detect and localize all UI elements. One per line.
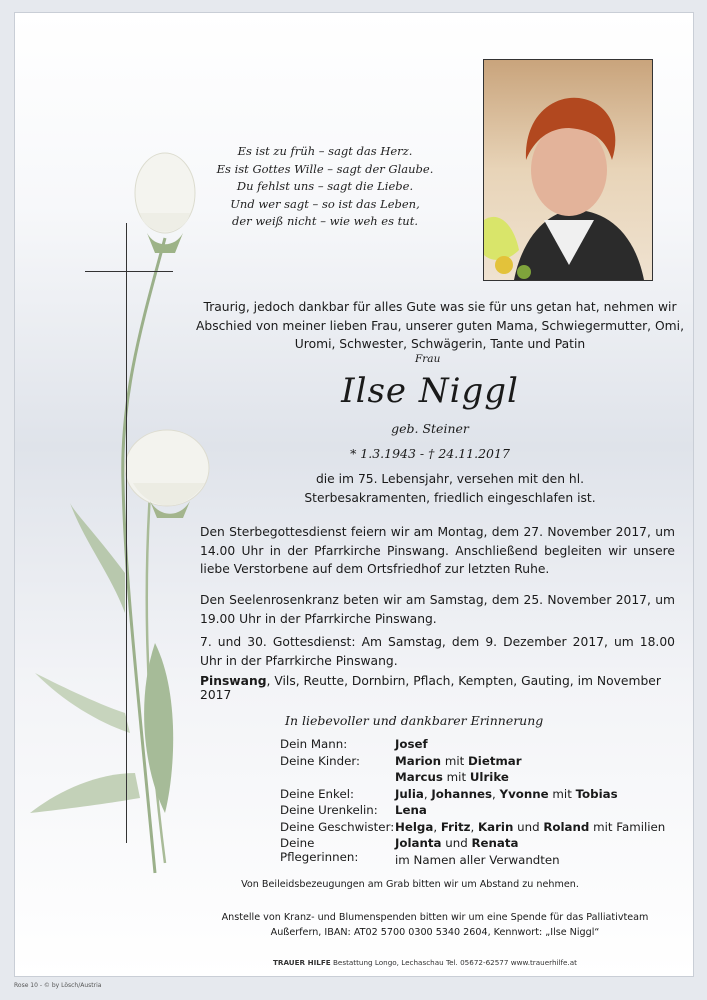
- relation: Deine Pflegerinnen:: [280, 836, 359, 864]
- connector: mit: [442, 770, 470, 784]
- family-name: Renata: [471, 836, 519, 850]
- family-row: [280, 770, 680, 787]
- family-row: [280, 737, 680, 754]
- poem-line: Du fehlst uns – sagt die Liebe.: [236, 179, 414, 193]
- separator: ,: [423, 786, 432, 801]
- funeral-text: Den Sterbegottesdienst feiern wir am Montag, dem 27. November 2017, um 14.00 Uhr in der Pfarrkirche Pinswang. Anschließend begleiten wir unsere liebe Verstorbene auf dem Ortsfriedhof zur letzten Ruhe.: [200, 525, 675, 576]
- relation: Deine Geschwister:: [280, 819, 395, 834]
- family-row: [280, 820, 680, 837]
- mass-text: 7. und 30. Gottesdienst: Am Samstag, dem 9. Dezember 2017, um 18.00 Uhr in der Pfarrkirche Pinswang.: [200, 635, 675, 668]
- image-credit: Rose 10 - © by Lösch/Austria: [14, 982, 102, 989]
- maiden-name: geb. Steiner: [391, 421, 469, 436]
- life-dates: * 1.3.1943 - † 24.11.2017: [350, 446, 510, 461]
- deceased-name: Ilse Niggl: [341, 371, 519, 411]
- family-name: Josef: [395, 737, 428, 751]
- places-bold: Pinswang: [200, 674, 267, 688]
- family-name: Lena: [395, 803, 427, 817]
- family-row: [280, 754, 680, 771]
- places-line: [200, 674, 680, 702]
- connector: und: [441, 836, 472, 850]
- poem: [215, 143, 435, 231]
- family-name: Fritz: [440, 819, 471, 834]
- connector: und: [513, 819, 544, 834]
- rosary-text: Den Seelenrosenkranz beten wir am Samstag, dem 25. November 2017, um 19.00 Uhr in der Pfarrkirche Pinswang.: [200, 593, 675, 626]
- family-name: Helga: [395, 819, 434, 834]
- portrait-photo: [483, 59, 653, 281]
- connector: mit: [548, 786, 576, 801]
- intro-text: Traurig, jedoch dankbar für alles Gute was sie für uns getan hat, nehmen wir Abschied von meiner lieben Frau, unserer guten Mama, Schwiegermutter, Omi, Uromi, Schwester, Schwägerin, Tante und Patin: [195, 300, 684, 351]
- relation: Deine Urenkelin:: [280, 803, 378, 817]
- places-rest: , Vils, Reutte, Dornbirn, Pflach, Kempten, Gauting, im November 2017: [200, 674, 661, 702]
- family-name: Ulrike: [469, 770, 509, 784]
- family-name: Roland: [543, 819, 590, 834]
- donation-note: Anstelle von Kranz- und Blumenspenden bitten wir um eine Spende für das Palliativteam Außerfern, IBAN: AT02 5700 0300 5340 2604, Kennwort: „Ilse Niggl“: [221, 912, 649, 938]
- separator: ,: [470, 819, 478, 834]
- poem-line: der weiß nicht – wie weh es tut.: [232, 214, 418, 228]
- poem-line: Es ist zu früh – sagt das Herz.: [237, 144, 413, 158]
- family-name: Marcus: [395, 770, 443, 784]
- family-row: [280, 787, 680, 804]
- memory-line: In liebevoller und dankbarer Erinnerung: [285, 713, 544, 728]
- family-name: Dietmar: [467, 753, 522, 768]
- relation: Deine Enkel:: [280, 786, 354, 801]
- family-name: Jolanta: [395, 836, 442, 850]
- relation: Dein Mann:: [280, 737, 348, 751]
- poem-line: Und wer sagt – so ist das Leben,: [230, 196, 420, 211]
- life-text: die im 75. Lebensjahr, versehen mit den hl. Sterbesakramenten, friedlich eingeschlafen ist.: [304, 472, 596, 505]
- family-list: [280, 737, 680, 869]
- family-name: Yvonne: [499, 786, 549, 801]
- relation: Deine Kinder:: [280, 753, 360, 768]
- cross-vertical: [126, 223, 127, 843]
- family-row: [280, 853, 680, 870]
- family-name: Karin: [478, 819, 514, 834]
- funeral-home-name: TRAUER HILFE: [273, 958, 331, 967]
- family-name: Julia: [395, 786, 424, 801]
- cross-horizontal: [85, 271, 173, 272]
- obituary-card: [14, 12, 694, 977]
- separator: ,: [433, 819, 441, 834]
- family-row: [280, 803, 680, 820]
- funeral-home-details: Bestattung Longo, Lechaschau Tel. 05672-62577 www.trauerhilfe.at: [330, 958, 577, 967]
- funeral-home: [175, 958, 675, 967]
- connector: mit: [441, 753, 468, 768]
- salutation: Frau: [415, 353, 441, 365]
- family-name: Marion: [395, 753, 442, 768]
- family-name: Johannes: [431, 786, 493, 801]
- relatives-note: im Namen aller Verwandten: [395, 852, 560, 867]
- family-name: Tobias: [575, 786, 618, 801]
- poem-line: Es ist Gottes Wille – sagt der Glaube.: [216, 161, 434, 176]
- suffix: mit Familien: [589, 819, 666, 834]
- condolence-note: Von Beileidsbezeugungen am Grab bitten wir um Abstand zu nehmen.: [241, 879, 579, 890]
- separator: ,: [492, 786, 500, 801]
